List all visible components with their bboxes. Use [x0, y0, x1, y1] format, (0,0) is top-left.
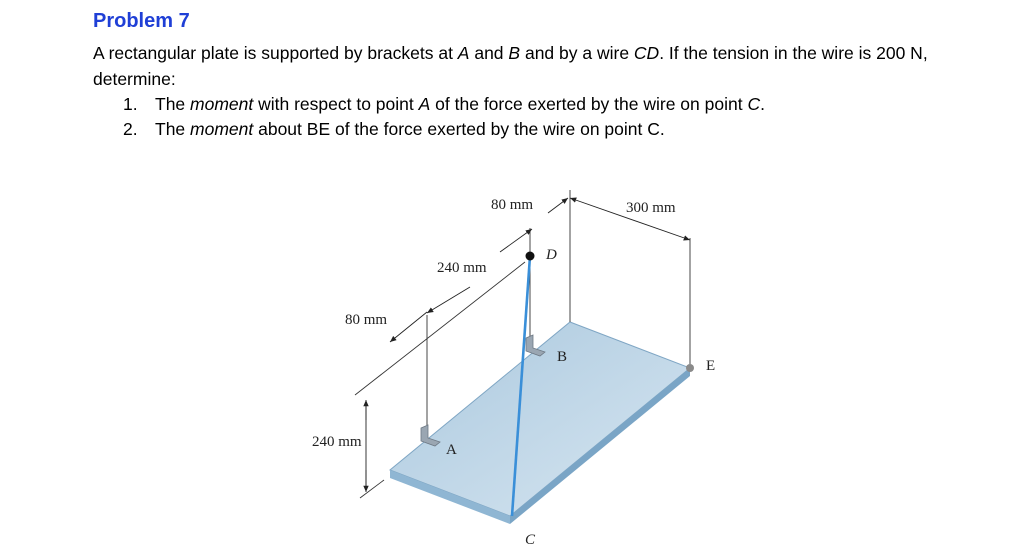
question-emphasis: moment — [190, 119, 254, 139]
point-d-marker — [526, 252, 535, 261]
statement-part3: and by a wire — [520, 43, 634, 63]
dimension-label-240-top: 240 mm — [437, 260, 487, 276]
dimension-line-80-left — [390, 312, 427, 342]
statement-point-a: A — [457, 43, 470, 63]
statement-part2: and — [469, 43, 509, 63]
question-text: The — [155, 119, 191, 139]
point-label-b: B — [557, 349, 568, 365]
dimension-label-240-left: 240 mm — [312, 434, 362, 450]
problem-title: Problem 7 — [93, 10, 190, 32]
extension-line — [360, 480, 384, 498]
dimension-arrow — [427, 287, 470, 313]
point-e-marker — [686, 364, 694, 372]
dimension-label-80-left: 80 mm — [345, 312, 388, 328]
question-number: 1. — [123, 94, 138, 114]
dimension-arrow — [500, 229, 532, 252]
question-number: 2. — [123, 119, 138, 139]
point-label-c: C — [525, 532, 536, 548]
question-list — [123, 92, 765, 142]
plate-diagram — [290, 175, 740, 550]
point-label-d: D — [546, 247, 557, 263]
statement-part1: A rectangular plate is supported by brackets at — [93, 43, 458, 63]
question-emphasis: A — [418, 94, 431, 114]
question-text: of the force exerted by the wire on point — [430, 94, 748, 114]
question-item-1 — [123, 92, 765, 117]
question-text: The — [155, 94, 191, 114]
question-text: . — [760, 94, 765, 114]
question-text: about BE of the force exerted by the wire on point C. — [253, 119, 665, 139]
dimension-line-240-top — [355, 262, 525, 395]
point-label-a: A — [446, 442, 457, 458]
point-label-e: E — [706, 358, 716, 374]
dimension-label-80-top: 80 mm — [491, 197, 534, 213]
problem-statement — [93, 40, 953, 92]
dimension-arrow — [548, 198, 568, 213]
question-emphasis: moment — [190, 94, 254, 114]
statement-wire-cd: CD — [633, 43, 660, 63]
dimension-label-300: 300 mm — [626, 200, 676, 216]
statement-point-b: B — [508, 43, 521, 63]
question-item-2 — [123, 117, 765, 142]
statement-part4: . If the tension in the wire is 200 N, determine: — [93, 43, 928, 89]
question-text: with respect to point — [253, 94, 419, 114]
question-emphasis: C — [747, 94, 761, 114]
